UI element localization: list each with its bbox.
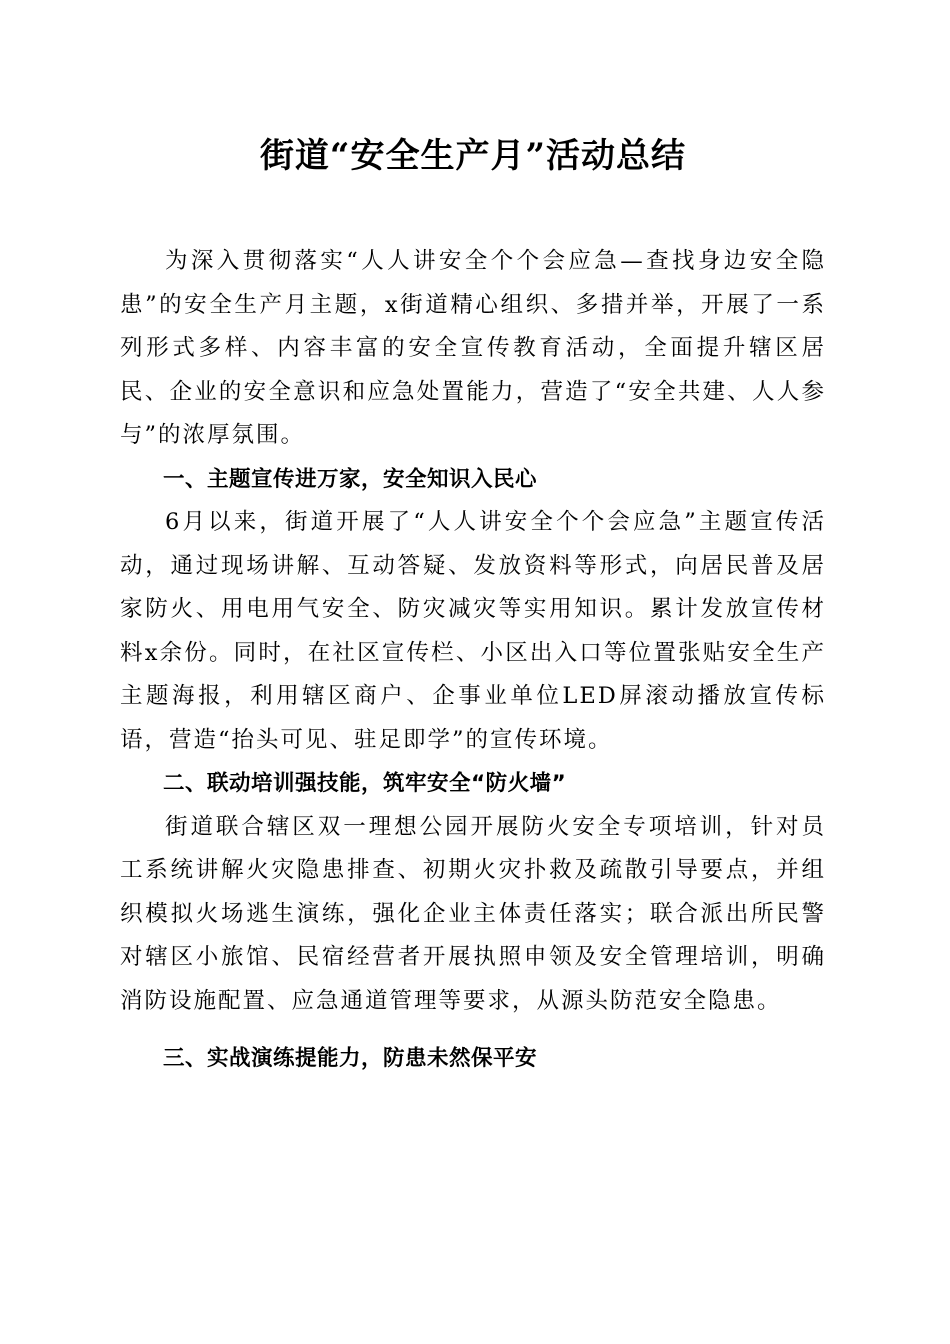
intro-paragraph: 为深入贯彻落实“人人讲安全个个会应急—查找身边安全隐患”的安全生产月主题，x街道精心组织、多措并举，开展了一系列形式多样、内容丰富的安全宣传教育活动，全面提升辖区居民、企业的安全意识和应急处置能力，营造了“安全共建、人人参与”的浓厚氛围。 xyxy=(120,248,826,448)
section-1-paragraph: 6月以来，街道开展了“人人讲安全个个会应急”主题宣传活动，通过现场讲解、互动答疑、发放资料等形式，向居民普及居家防火、用电用气安全、防灾减灾等实用知识。累计发放宣传材料x余份。同时，在社区宣传栏、小区出入口等位置张贴安全生产主题海报，利用辖区商户、企事业单位LED屏滚动播放宣传标语，营造“抬头可见、驻足即学”的宣传环境。 xyxy=(120,509,826,753)
section-heading-2: 二、联动培训强技能，筑牢安全“防火墙” xyxy=(163,771,567,796)
section-heading-3: 三、实战演练提能力，防患未然保平安 xyxy=(163,1046,538,1071)
section-2-paragraph: 街道联合辖区双一理想公园开展防火安全专项培训，针对员工系统讲解火灾隐患排查、初期火灾扑救及疏散引导要点，并组织模拟火场逃生演练，强化企业主体责任落实；联合派出所民警对辖区小旅馆、民宿经营者开展执照申领及安全管理培训，明确消防设施配置、应急通道管理等要求，从源头防范安全隐患。 xyxy=(120,813,826,1014)
section-heading-1: 一、主题宣传进万家，安全知识入民心 xyxy=(163,466,538,492)
document-title: 街道“安全生产月”活动总结 xyxy=(259,136,687,176)
